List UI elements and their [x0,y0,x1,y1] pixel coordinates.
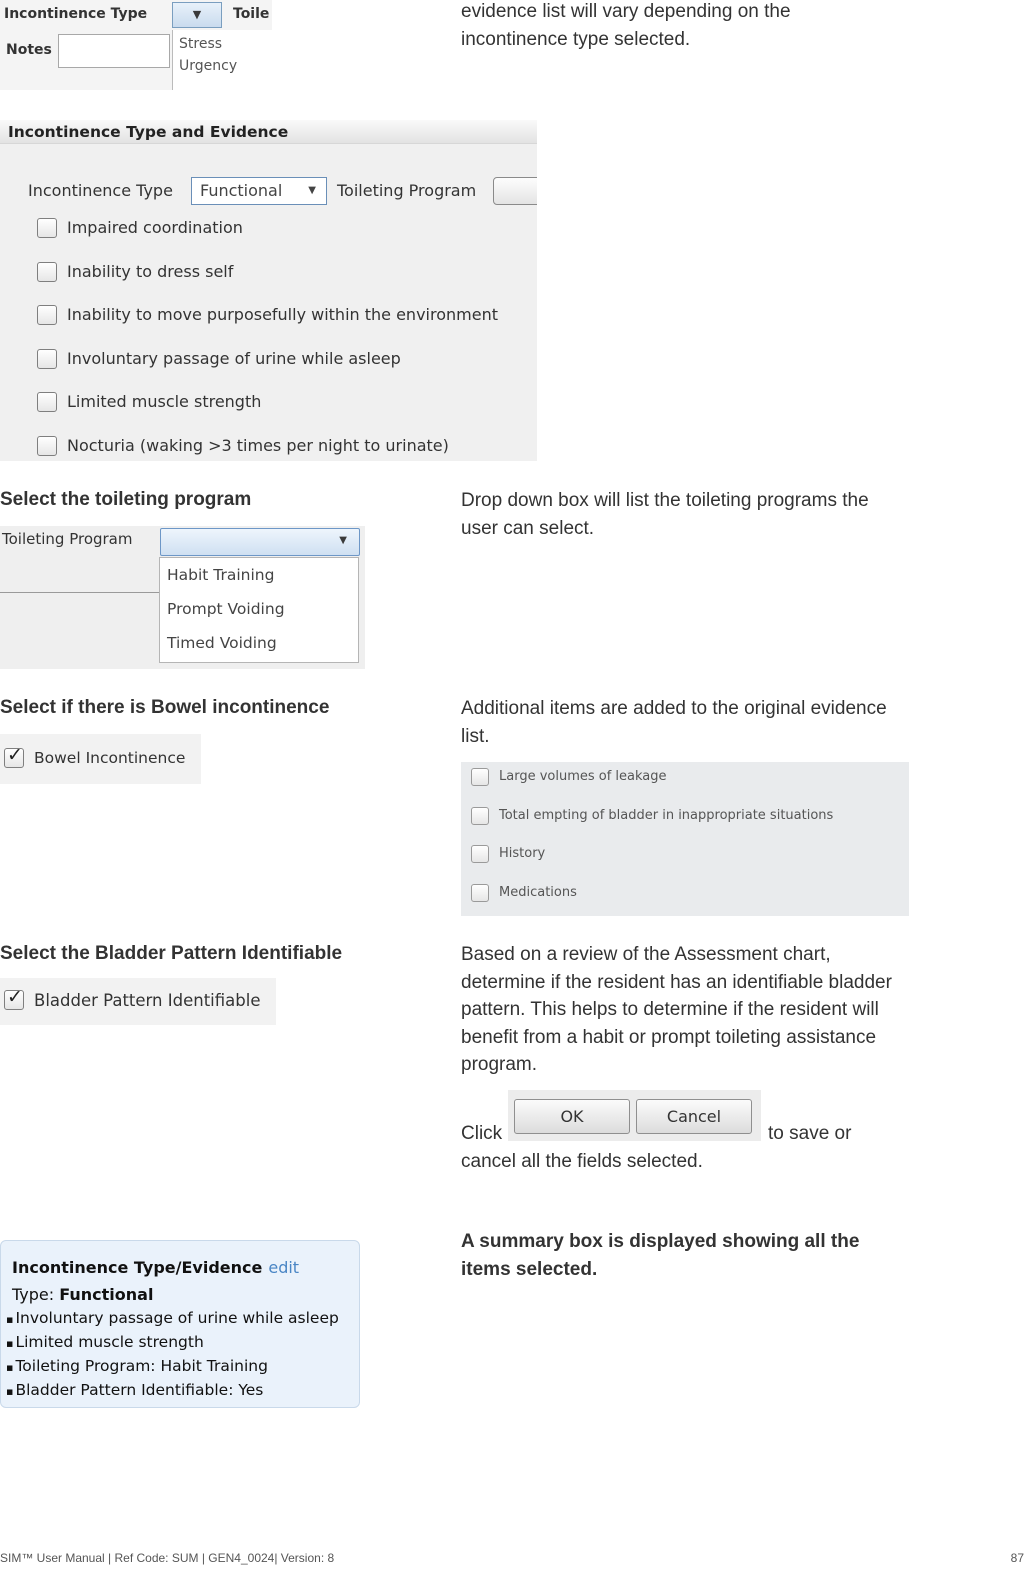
checkbox[interactable] [37,262,57,282]
bladder-pattern-label: Bladder Pattern Identifiable [34,991,261,1010]
bladder-pattern-checkbox-screenshot [0,978,276,1025]
footer-text: SIM™ User Manual | Ref Code: SUM | GEN4_0024| Version: 8 [0,1551,335,1565]
bowel-incontinence-checkbox-screenshot [0,734,201,784]
ok-button[interactable]: OK [514,1099,630,1134]
added-evidence-label: History [499,846,546,861]
added-evidence-label: Large volumes of leakage [499,769,667,784]
added-evidence-screenshot [461,762,909,916]
summary-title-row [12,1258,299,1277]
checkbox[interactable] [471,807,489,825]
summary-item: ▪ Toileting Program: Habit Training [6,1355,339,1379]
click-suffix: to save or [768,1123,852,1144]
option-timed-voiding[interactable]: Timed Voiding [167,634,277,652]
checkmark-icon: ✓ [7,744,23,766]
chevron-down-icon: ▼ [192,8,202,21]
summary-list [6,1307,339,1403]
toileting-description: Drop down box will list the toileting programs the user can select. [461,490,869,539]
bladder-description: Based on a review of the Assessment chart, determine if the resident has an identifiable bladder pattern. This helps to determine if the resident will benefit from a habit or prompt toileting assistance program. [461,944,892,1075]
checkmark-icon: ✓ [7,986,23,1008]
type-value: Functional [59,1285,154,1304]
click-prefix: Click [461,1123,503,1144]
summary-type [12,1285,153,1304]
bowel-description: Additional items are added to the original evidence list. [461,698,887,747]
option-stress[interactable]: Stress [179,36,223,52]
checkbox[interactable] [471,884,489,902]
summary-item: ▪ Limited muscle strength [6,1331,339,1355]
toileting-program-label: Toileting Program [337,181,477,200]
added-evidence-label: Medications [499,885,577,900]
notes-input[interactable] [58,34,170,68]
evidence-panel-header: Incontinence Type and Evidence [0,120,537,144]
type-prefix: Type: [12,1285,55,1304]
summary-description: A summary box is displayed showing all the items selected. [461,1231,860,1280]
click-line2: cancel all the fields selected. [461,1151,703,1172]
checkbox[interactable] [37,218,57,238]
toileting-program-select[interactable] [493,177,537,205]
incontinence-type-options [172,30,272,90]
chevron-down-icon: ▼ [308,185,316,196]
incontinence-type-label: Incontinence Type [4,6,148,22]
toileting-program-dropdown[interactable] [160,528,360,556]
option-prompt-voiding[interactable]: Prompt Voiding [167,600,285,618]
checkbox[interactable] [37,392,57,412]
evidence-item-label: Limited muscle strength [67,392,262,411]
evidence-item-label: Inability to dress self [67,262,234,281]
checkbox[interactable] [37,436,57,456]
summary-item: ▪ Involuntary passage of urine while asleep [6,1307,339,1331]
chevron-down-icon: ▼ [339,535,347,546]
ok-cancel-screenshot [508,1090,761,1141]
notes-label: Notes [6,42,52,58]
edit-link[interactable]: edit [268,1258,300,1277]
incontinence-type-dropdown-screenshot [0,0,272,90]
cancel-button[interactable]: Cancel [636,1099,752,1134]
bowel-heading: Select if there is Bowel incontinence [0,697,330,718]
toileting-heading: Select the toileting program [0,489,252,510]
toileting-program-options [159,557,359,663]
incontinence-type-label: Incontinence Type [28,181,173,200]
intro-text: evidence list will vary depending on the incontinence type selected. [461,1,791,50]
checkbox[interactable] [471,768,489,786]
added-evidence-label: Total empting of bladder in inappropriate situations [499,808,834,823]
option-habit-training[interactable]: Habit Training [167,566,275,584]
divider [0,592,160,593]
toileting-label-partial: Toile [233,6,270,22]
summary-item: ▪ Bladder Pattern Identifiable: Yes [6,1379,339,1403]
checkbox[interactable] [37,305,57,325]
page-number: 87 [1010,1551,1024,1565]
evidence-panel-screenshot [0,120,537,461]
incontinence-type-select[interactable] [191,177,327,205]
evidence-item-label: Inability to move purposefully within the environment [67,305,498,324]
bladder-heading: Select the Bladder Pattern Identifiable [0,943,343,964]
checkbox[interactable] [471,845,489,863]
bladder-pattern-checkbox[interactable] [4,986,24,1010]
evidence-item-label: Involuntary passage of urine while asleep [67,349,401,368]
summary-box [0,1240,360,1408]
summary-title: Incontinence Type/Evidence [12,1258,263,1277]
incontinence-type-value: Functional [200,181,283,200]
bowel-incontinence-label: Bowel Incontinence [34,749,186,767]
toileting-program-label: Toileting Program [2,530,133,548]
checkbox[interactable] [37,349,57,369]
incontinence-type-dropdown[interactable] [172,2,222,28]
option-urgency[interactable]: Urgency [179,58,238,74]
evidence-item-label: Impaired coordination [67,218,243,237]
bowel-incontinence-checkbox[interactable] [4,744,24,768]
toileting-dropdown-screenshot [0,526,365,669]
evidence-item-label: Nocturia (waking >3 times per night to urinate) [67,436,449,455]
